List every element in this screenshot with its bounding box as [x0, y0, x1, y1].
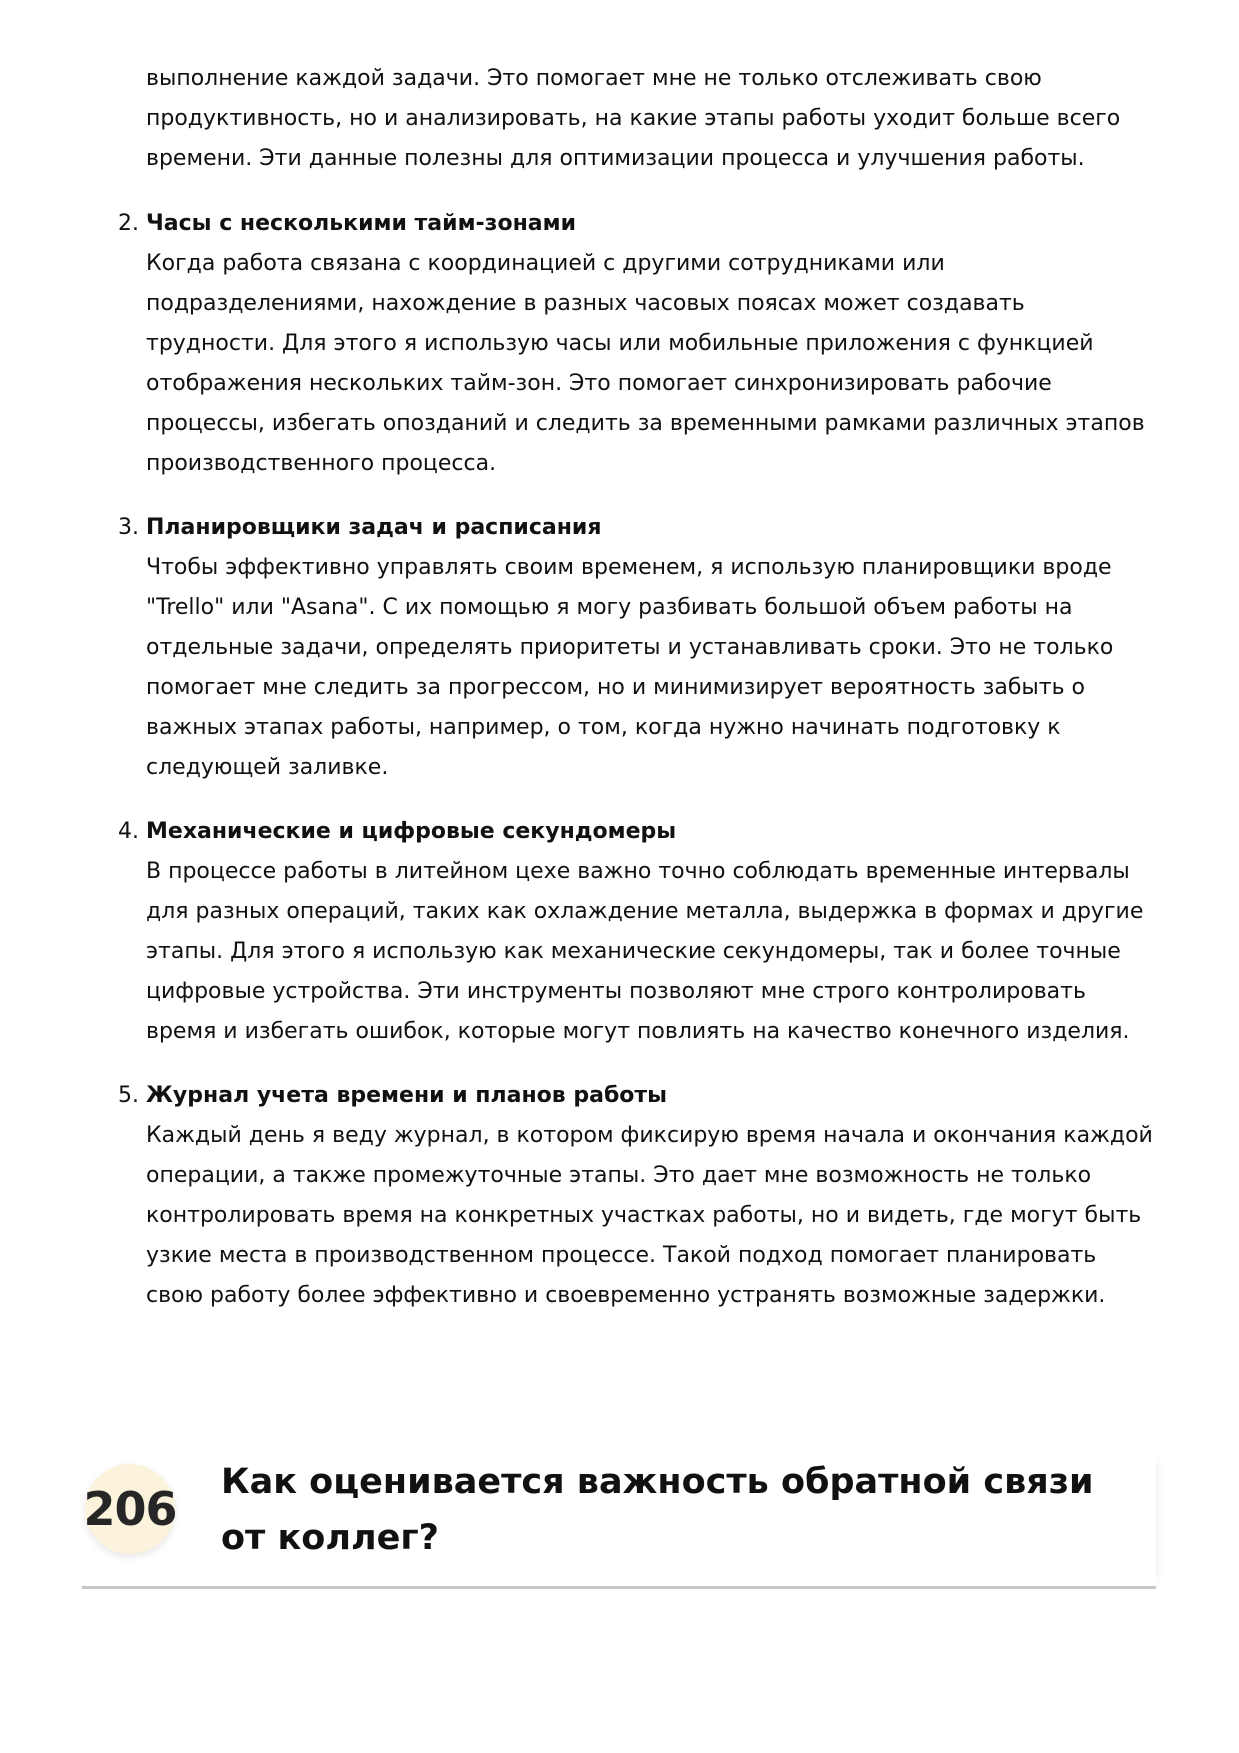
list-item [118, 508, 1156, 788]
tools-list [118, 204, 1156, 1340]
list-item-number: 5. [118, 1083, 139, 1108]
list-item-body: Каждый день я веду журнал, в котором фиксирую время начала и окончания каждой операции, а также промежуточные этапы. Это дает мне возможность не только контролировать время на конкретных участках работы, но и видеть, где могут быть узкие места в производственном процессе. Такой подход помогает планировать свою работу более эффективно и своевременно устранять возможные задержки. [146, 1123, 1153, 1308]
list-item-body: Когда работа связана с координацией с другими сотрудниками или подразделениями, нахождение в разных часовых поясах может создавать трудности. Для этого я использую часы или мобильные приложения с функцией отображения нескольких тайм-зон. Это помогает синхронизировать рабочие процессы, избегать опозданий и следить за временными рамками различных этапов производственного процесса. [146, 251, 1145, 476]
list-item-number: 4. [118, 819, 139, 844]
question-number-badge: 206 [85, 1464, 175, 1554]
question-header [82, 1452, 1156, 1589]
list-item [118, 812, 1156, 1052]
list-item-body: Чтобы эффективно управлять своим временем, я использую планировщики вроде "Trello" или "Asana". С их помощью я могу разбивать большой объем работы на отдельные задачи, определять приоритеты и устанавливать сроки. Это не только помогает мне следить за прогрессом, но и минимизирует вероятность забыть о важных этапах работы, например, о том, когда нужно начинать подготовку к следующей заливке. [146, 555, 1114, 780]
list-item-body: В процессе работы в литейном цехе важно точно соблюдать временные интервалы для разных операций, таких как охлаждение металла, выдержка в формах и другие этапы. Для этого я использую как механические секундомеры, так и более точные цифровые устройства. Эти инструменты позволяют мне строго контролировать время и избегать ошибок, которые могут повлиять на качество конечного изделия. [146, 859, 1144, 1044]
list-item-number: 3. [118, 515, 139, 540]
list-item-title: Планировщики задач и расписания [146, 515, 602, 540]
list-item-title: Механические и цифровые секундомеры [146, 819, 677, 844]
list-item [118, 204, 1156, 484]
list-item-title: Часы с несколькими тайм-зонами [146, 211, 577, 236]
intro-paragraph: выполнение каждой задачи. Это помогает мне не только отслеживать свою продуктивность, но и анализировать, на какие этапы работы уходит больше всего времени. Эти данные полезны для оптимизации процесса и улучшения работы. [146, 66, 1121, 171]
list-item [118, 1076, 1156, 1316]
question-title: Как оценивается важность обратной связи от коллег? [221, 1462, 1094, 1558]
list-item-number: 2. [118, 211, 139, 236]
list-item-title: Журнал учета времени и планов работы [146, 1083, 668, 1108]
